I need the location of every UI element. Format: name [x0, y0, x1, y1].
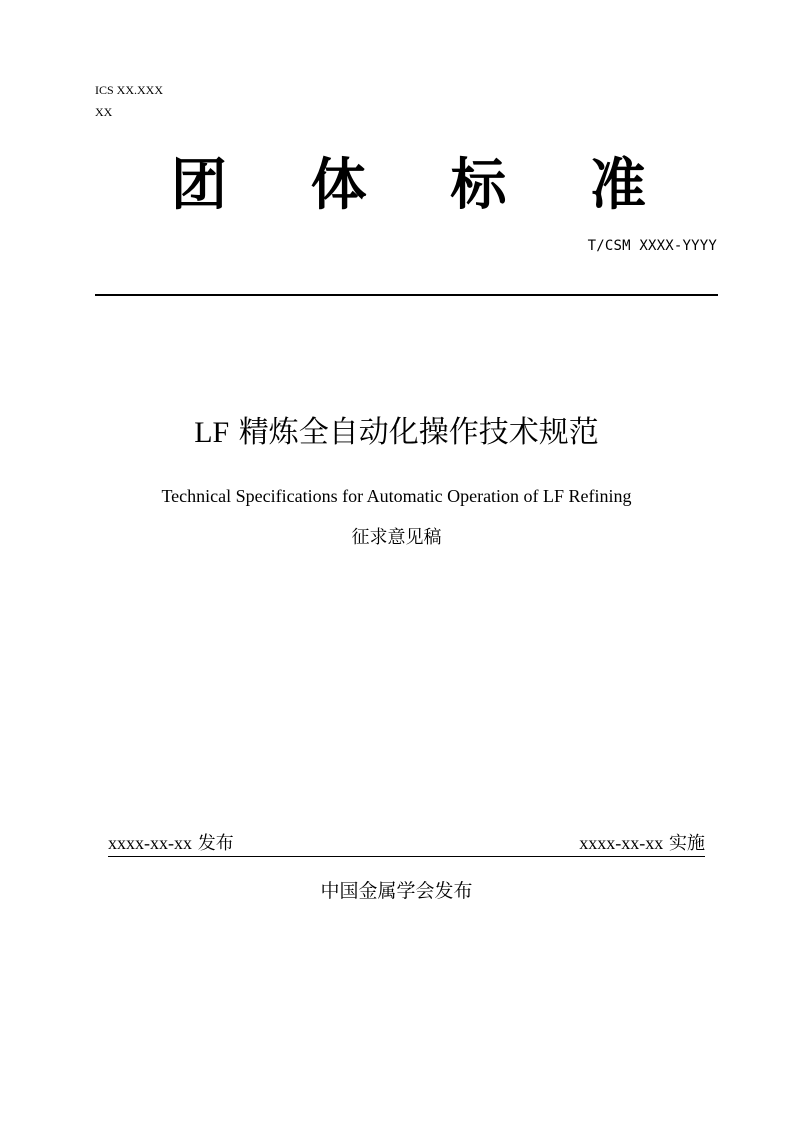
standard-number: T/CSM XXXX-YYYY — [587, 238, 717, 254]
implement-label: 实施 — [663, 833, 705, 854]
english-title: Technical Specifications for Automatic Operation of LF Refining — [161, 486, 632, 506]
header-divider — [95, 294, 718, 296]
publisher-line: 中国金属学会发布 — [320, 880, 473, 902]
document-title — [0, 412, 793, 454]
standard-category-title — [95, 148, 718, 224]
implement-date: xxxx-xx-xx — [579, 833, 664, 853]
draft-stage-label: 征求意见稿 — [351, 527, 442, 548]
release-date: xxxx-xx-xx — [108, 833, 192, 853]
release-date-group — [108, 831, 234, 856]
document-title-main: 精炼全自动化操作技术规范 — [229, 415, 599, 450]
implement-date-group — [579, 831, 705, 856]
ics-code: ICS XX.XXX — [95, 83, 164, 97]
date-row — [108, 832, 705, 857]
release-label: 发布 — [192, 833, 234, 854]
category-char-1: 团 — [171, 153, 227, 218]
category-char-3: 标 — [450, 153, 507, 218]
document-title-prefix: LF — [194, 416, 230, 449]
classification-code: XX — [95, 105, 113, 119]
category-char-4: 准 — [589, 153, 646, 218]
category-char-2: 体 — [310, 153, 367, 218]
